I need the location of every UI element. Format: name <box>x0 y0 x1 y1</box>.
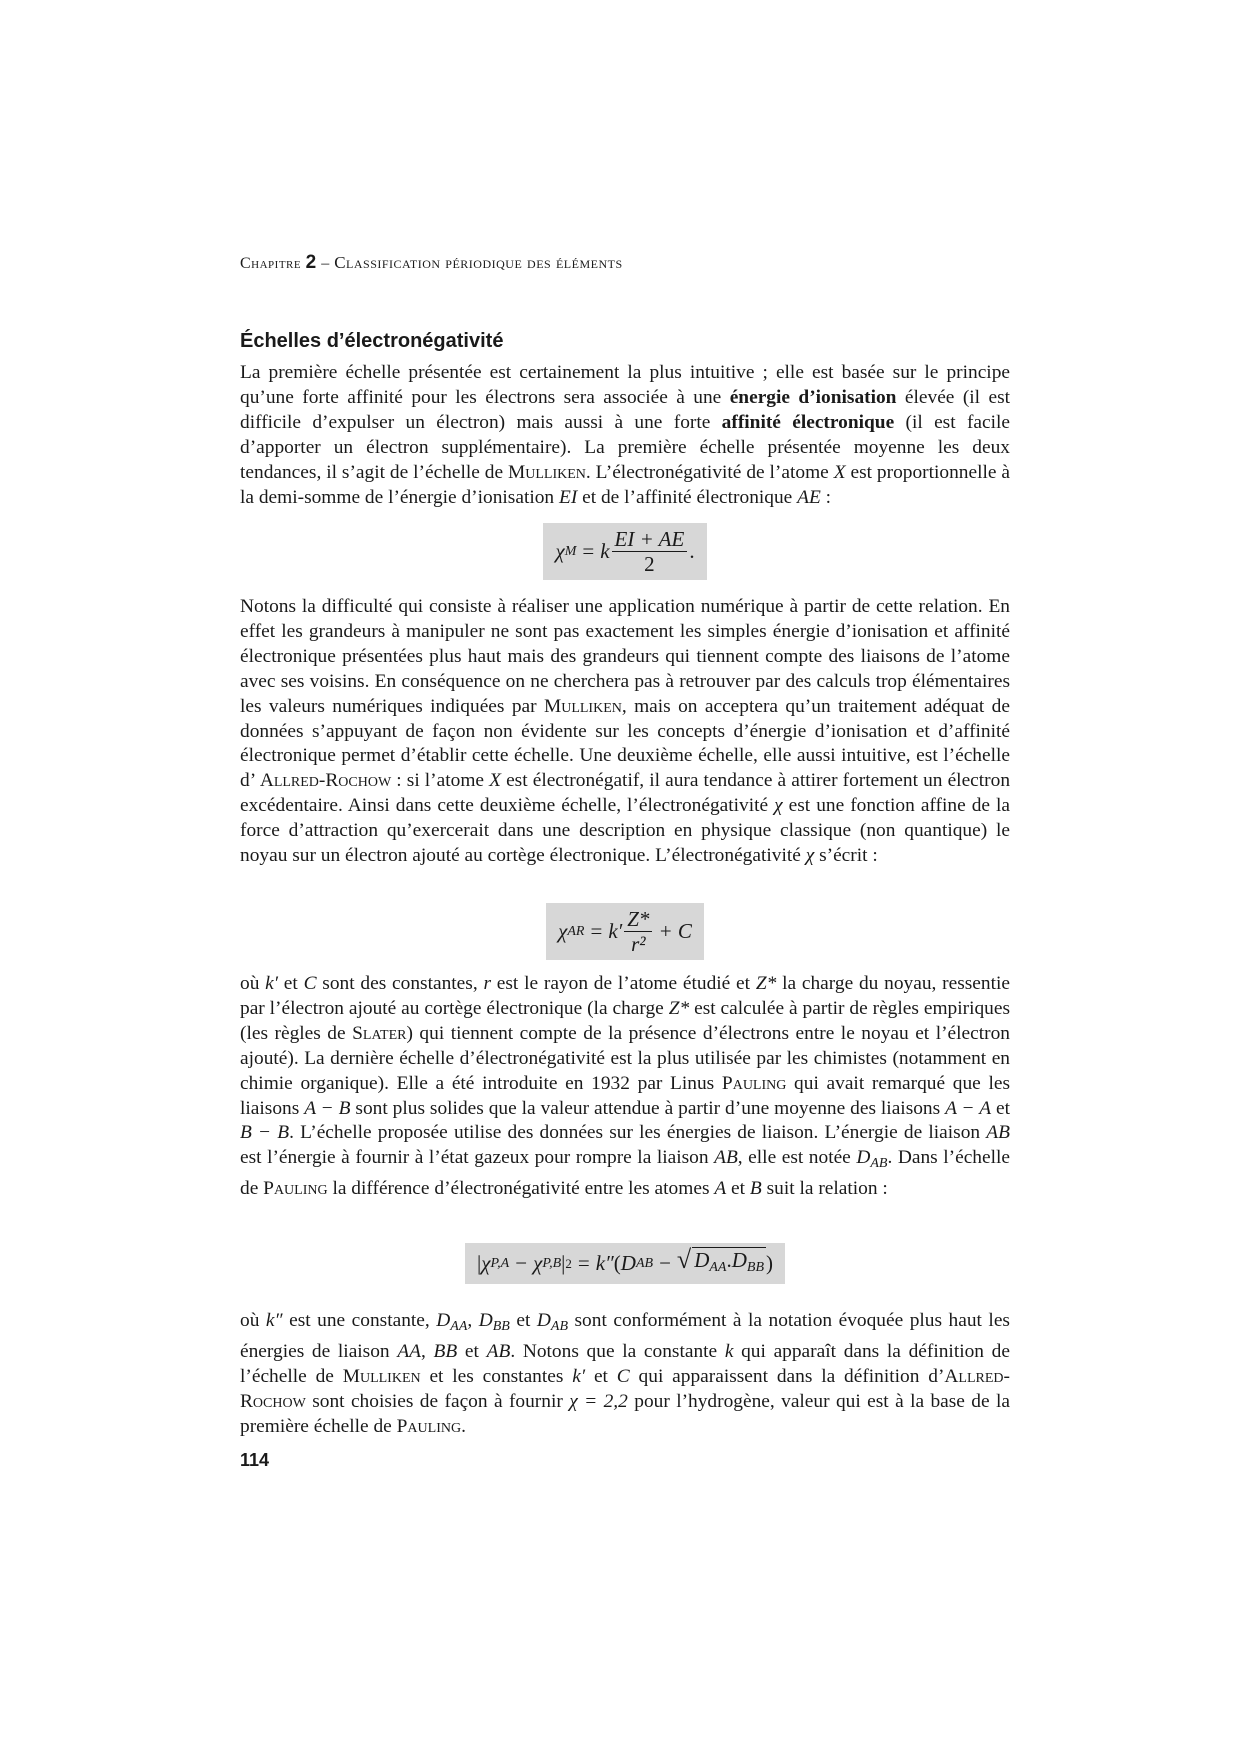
radicand <box>692 1247 766 1280</box>
text: où <box>240 973 266 994</box>
math-symbol: BB <box>433 1340 458 1362</box>
math-symbol: Z* <box>755 973 777 994</box>
abs-close: | <box>561 1251 566 1275</box>
text: s’écrit : <box>814 845 878 867</box>
equation-2-wrap <box>240 903 1010 960</box>
name-smallcaps: Pauling <box>263 1178 328 1200</box>
math-symbol: C <box>616 1365 630 1387</box>
math-symbol: X <box>489 770 501 792</box>
math-symbol: χ <box>555 539 565 563</box>
text: sont plus solides que la valeur attendue à partir d’une moyenne des liaisons <box>350 1097 946 1119</box>
math-symbol: AE <box>797 486 821 508</box>
paren-close: ) <box>766 1251 774 1275</box>
paragraph-4 <box>240 1309 1010 1440</box>
subscript: BB <box>492 1319 510 1334</box>
numerator: Z* <box>624 907 652 932</box>
text: qui apparaissent dans la définition d’ <box>629 1365 945 1387</box>
text: et de l’affinité électronique <box>577 486 798 508</box>
exponent: 2 <box>565 1255 572 1271</box>
math-symbol: χ <box>774 795 783 817</box>
name-smallcaps: Mulliken <box>342 1365 421 1387</box>
math-symbol: AB <box>986 1122 1010 1144</box>
numerator: EI + AE <box>612 527 688 552</box>
paragraph-3 <box>240 972 1010 1202</box>
math-symbol: D <box>694 1248 710 1272</box>
math-symbol: r <box>483 973 491 994</box>
math-symbol: AA <box>397 1340 422 1362</box>
text: , elle est notée <box>737 1147 857 1169</box>
text: sont conformément à la notation évoquée plus haut les énergies de liaison <box>240 1310 1010 1362</box>
text: et <box>457 1340 487 1362</box>
math-symbol: D <box>620 1251 636 1275</box>
fraction <box>612 527 688 576</box>
running-head-separator: – <box>321 255 330 272</box>
chapter-title: Classification périodique des éléments <box>334 253 623 272</box>
name-smallcaps: Allred-Rochow <box>240 1365 1010 1412</box>
period: . <box>689 539 695 563</box>
text: élevée (il est difficile d’expulser un électron) mais aussi à une forte <box>240 386 1011 433</box>
math-symbol: k <box>600 539 610 563</box>
math-symbol: χ <box>481 1251 491 1275</box>
text: Notons la difficulté qui consiste à réaliser une application numérique à partir de cette relation. En effet les grandeurs à manipuler ne sont pas exactement les simples énergie d’ionisation et affinité électronique présentées plus haut mais des grandeurs qui tiennent compte des liaisons de l’atome avec ses voisins. En conséquence on ne cherchera pas à retrouver par des calculs trop élémentaires les valeurs numériques indiquées par <box>240 596 1010 717</box>
equals: = <box>582 539 595 563</box>
name-smallcaps: Mulliken <box>508 461 586 483</box>
math-symbol: χ = 2,2 <box>569 1390 628 1412</box>
math-symbol: A <box>714 1178 727 1200</box>
text: . <box>461 1415 466 1437</box>
dot: . <box>726 1248 732 1272</box>
subscript: AB <box>870 1156 888 1172</box>
name-smallcaps: Slater <box>352 1022 407 1044</box>
math-symbol: X <box>833 461 846 483</box>
text: (il est facile d’apporter un électron supplémentaire). La première échelle présentée moyenne les deux tendances, il s’agit de l’échelle de <box>240 411 1010 483</box>
minus: − <box>515 1251 528 1275</box>
text: est une constante, <box>282 1310 437 1331</box>
math-symbol: AB <box>486 1340 511 1362</box>
chapter-number: 2 <box>305 252 317 273</box>
constant-term: + C <box>658 919 692 943</box>
subscript: M <box>564 543 577 559</box>
math-symbol: D <box>478 1310 493 1331</box>
math-symbol: χ <box>558 919 568 943</box>
text: . L’échelle proposée utilise des données sur les énergies de liaison. L’énergie de liaison <box>289 1122 987 1144</box>
text: sont des constantes, <box>316 973 484 994</box>
running-head <box>240 252 623 274</box>
text: qui apparaît dans la définition de l’échelle de <box>240 1340 1010 1387</box>
square-root <box>677 1247 766 1280</box>
name-smallcaps: Pauling <box>721 1072 787 1094</box>
section-title: Échelles d’électronégativité <box>240 330 504 352</box>
text: et les constantes <box>420 1365 573 1387</box>
paragraph-2 <box>240 595 1010 869</box>
math-symbol: AB <box>714 1147 738 1169</box>
denominator: 2 <box>644 552 655 576</box>
equals: = <box>590 919 603 943</box>
math-symbol: χ <box>533 1251 543 1275</box>
name-smallcaps: Allred-Rochow <box>259 770 392 792</box>
text: est le rayon de l’atome étudié et <box>491 973 756 994</box>
fraction <box>624 907 652 956</box>
subscript: P,A <box>490 1255 510 1271</box>
text: qui avait remarqué que les liaisons <box>240 1072 1010 1119</box>
text: ) qui tiennent compte de la présence d’électrons entre le noyau et l’électron ajouté). La dernière échelle d’électronégativité est la plus utilisée par les chimistes (notamment en chimie organique). Elle a été introduite en 1932 par Linus <box>240 1022 1010 1094</box>
math-symbol: k″ <box>265 1310 283 1331</box>
text: , mais on acceptera qu’un traitement adéquat de données s’appuyant de façon non évidente sur les concepts d’énergie d’ionisation et d’affinité électronique permet d’établir cette échelle. Une deuxième échelle, elle aussi intuitive, est l’échelle d’ <box>240 695 1010 792</box>
text: et <box>278 973 304 994</box>
paragraph-1 <box>240 361 1010 510</box>
text: et <box>509 1310 537 1331</box>
subscript: AR <box>567 923 585 939</box>
math-symbol: k′ <box>608 919 623 943</box>
subscript: AA <box>450 1319 468 1334</box>
text: est électronégatif, il aura tendance à attirer fortement un électron excédentaire. Ainsi dans cette deuxième échelle, l’électronégativité <box>240 770 1011 817</box>
text: est calculée à partir de règles empiriques (les règles de <box>240 997 1010 1044</box>
text: la charge du noyau, ressentie par l’électron ajouté au cortège électronique (la charge <box>240 973 1010 1019</box>
text: est l’énergie à fournir à l’état gazeux pour rompre la liaison <box>240 1147 715 1169</box>
page-number: 114 <box>240 1450 270 1470</box>
bold-term: affinité électronique <box>721 411 895 433</box>
radical-sign-icon: √ <box>676 1245 692 1274</box>
math-symbol: D <box>731 1248 747 1272</box>
text: : si l’atome <box>391 770 490 792</box>
minus: − <box>659 1251 671 1275</box>
equation-pauling <box>465 1243 785 1284</box>
math-symbol: k′ <box>265 973 279 994</box>
name-smallcaps: Pauling <box>396 1415 462 1437</box>
text: et <box>991 1097 1010 1119</box>
name-smallcaps: Mulliken <box>543 695 622 717</box>
denominator: r² <box>631 932 646 956</box>
equation-1-wrap <box>240 523 1010 580</box>
equals: = <box>577 1251 590 1275</box>
text: et <box>726 1178 750 1200</box>
math-symbol: EI <box>558 486 578 508</box>
text: où <box>240 1310 266 1331</box>
bold-term: énergie d’ionisation <box>729 386 897 408</box>
subscript: AB <box>635 1255 654 1271</box>
math-symbol: D <box>536 1310 551 1331</box>
equation-3-wrap <box>240 1243 1010 1284</box>
math-symbol: B − B <box>240 1122 290 1144</box>
text: est proportionnelle à la demi-somme de l’énergie d’ionisation <box>240 461 1010 508</box>
chapter-word: Chapitre <box>240 255 302 272</box>
math-symbol: A − A <box>945 1097 992 1119</box>
subscript: AB <box>550 1319 568 1334</box>
text: est une fonction affine de la force d’attraction qu’exercerait dans une description en physique classique (non quantique) le noyau sur un électron ajouté au cortège électronique. L’électronégativité <box>240 795 1010 867</box>
text: suit la relation : <box>761 1178 888 1200</box>
equation-allred-rochow <box>546 903 704 960</box>
equation-mulliken <box>543 523 706 580</box>
text: . L’électronégativité de l’atome <box>585 461 834 483</box>
text: la différence d’électronégativité entre les atomes <box>327 1178 715 1200</box>
math-symbol: C <box>303 973 317 994</box>
math-symbol: D <box>856 1147 871 1169</box>
text: , <box>421 1340 434 1362</box>
text: . Notons que la constante <box>510 1340 725 1362</box>
text: . Dans l’échelle de <box>240 1147 1010 1200</box>
math-symbol: χ <box>805 845 815 867</box>
math-symbol: k <box>724 1340 734 1362</box>
text: : <box>820 486 832 508</box>
subscript: AA <box>709 1260 727 1275</box>
math-symbol: B <box>749 1178 762 1200</box>
math-symbol: D <box>436 1310 451 1331</box>
paren-open: ( <box>613 1251 621 1275</box>
subscript: BB <box>746 1260 765 1275</box>
subscript: P,B <box>542 1255 562 1271</box>
text: pour l’hydrogène, valeur qui est à la base de la première échelle de <box>240 1390 1010 1437</box>
text: , <box>467 1310 479 1331</box>
math-symbol: A − B <box>304 1097 351 1119</box>
text: et <box>585 1365 617 1387</box>
abs-open: | <box>476 1251 482 1275</box>
text: La première échelle présentée est certainement la plus intuitive ; elle est basée sur le principe qu’une forte affinité pour les électrons sera associée à une <box>240 362 1010 408</box>
math-symbol: k′ <box>572 1365 586 1387</box>
math-symbol: k″ <box>595 1251 614 1275</box>
text: sont choisies de façon à fournir <box>305 1390 570 1412</box>
math-symbol: Z* <box>668 997 690 1019</box>
